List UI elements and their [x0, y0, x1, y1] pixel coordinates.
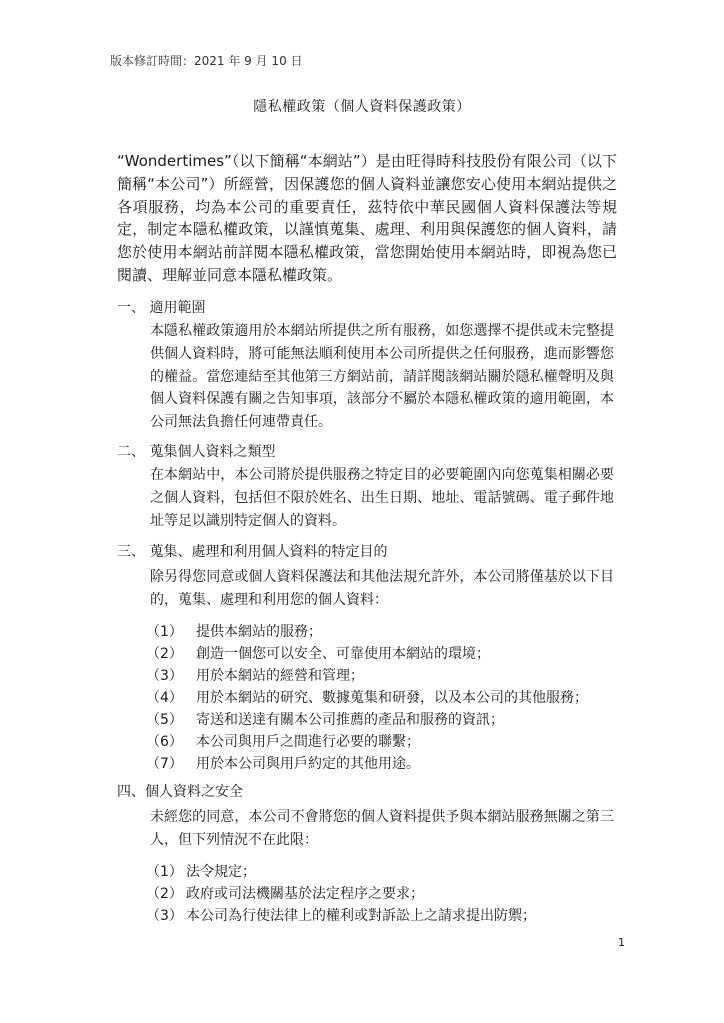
intro-paragraph: “Wondertimes”（以下簡稱“本網站”）是由旺得時科技股份有限公司（以下簡稱“本公司”）所經營，因保護您的個人資料並讓您安心使用本網站提供之各項服務，均為本公司的重要責任，茲特依中華民國個人資料保護法等規定，制定本隱私權政策，以謹慎蒐集、處理、利用與保護您的個人資料，請您於使用本網站前詳閱本隱私權政策，當您開始使用本網站時，即視為您已閱讀、理解並同意本隱私權政策。: [117, 152, 617, 284]
list-item-number: （4）: [146, 690, 183, 706]
list-item-number: （1）: [146, 624, 183, 640]
list-item-number: （1）: [146, 864, 183, 880]
section-paragraph: 未經您的同意，本公司不會將您的個人資料提供予與本網站服務無關之第三人，但下列情況不在此限：: [150, 809, 614, 848]
section-paragraph: 除另得您同意或個人資料保護法和其他法規允許外，本公司將僅基於以下目的，蒐集、處理和利用您的個人資料：: [150, 569, 614, 608]
section-paragraph: 本隱私權政策適用於本網站所提供之所有服務，如您選擇不提供或未完整提供個人資料時，將可能無法順利使用本公司所提供之任何服務，進而影響您的權益。當您連結至其他第三方網站前，請詳閱該網站關於隱私權聲明及與個人資料保護有關之告知事項，該部分不屬於本隱私權政策的適用範圍，本公司無法負擔任何連帶責任。: [150, 323, 614, 431]
list-item: 創造一個您可以安全、可靠使用本網站的環境；: [196, 646, 490, 662]
list-item: 用於本公司與用戶約定的其他用途。: [196, 756, 420, 772]
section-heading: 四、個人資料之安全: [117, 784, 243, 800]
list-item: 本公司與用戶之間進行必要的聯繫；: [196, 734, 420, 750]
list-item: 本公司為行使法律上的權利或對訴訟上之請求提出防禦；: [186, 908, 536, 924]
section-heading: 一、 適用範圍: [117, 300, 206, 316]
list-item: 提供本網站的服務；: [196, 624, 322, 640]
section-heading: 三、 蒐集、處理和利用個人資料的特定目的: [117, 544, 388, 560]
list-item-number: （2）: [146, 646, 183, 662]
list-item-number: （3）: [146, 908, 183, 924]
list-item-number: （5）: [146, 712, 183, 728]
list-item-number: （3）: [146, 668, 183, 684]
revision-date: 版本修訂時間：2021 年 9 月 10 日: [110, 54, 303, 68]
list-item: 法令規定；: [186, 864, 256, 880]
list-item: 用於本網站的經營和管理；: [196, 668, 364, 684]
list-item-number: （6）: [146, 734, 183, 750]
list-item: 寄送和送達有關本公司推薦的產品和服務的資訊；: [196, 712, 504, 728]
page-number: 1: [618, 936, 625, 949]
list-item-number: （7）: [146, 756, 183, 772]
list-item-number: （2）: [146, 886, 183, 902]
list-item: 政府或司法機關基於法定程序之要求；: [186, 886, 424, 902]
section-paragraph: 在本網站中，本公司將於提供服務之特定目的必要範圍內向您蒐集相關必要之個人資料，包括但不限於姓名、出生日期、地址、電話號碼、電子郵件地址等足以識別特定個人的資料。: [150, 467, 614, 529]
section-heading: 二、 蒐集個人資料之類型: [117, 444, 276, 460]
list-item: 用於本網站的研究、數據蒐集和研發，以及本公司的其他服務；: [196, 690, 588, 706]
page-title: 隱私權政策（個人資料保護政策）: [253, 99, 471, 115]
